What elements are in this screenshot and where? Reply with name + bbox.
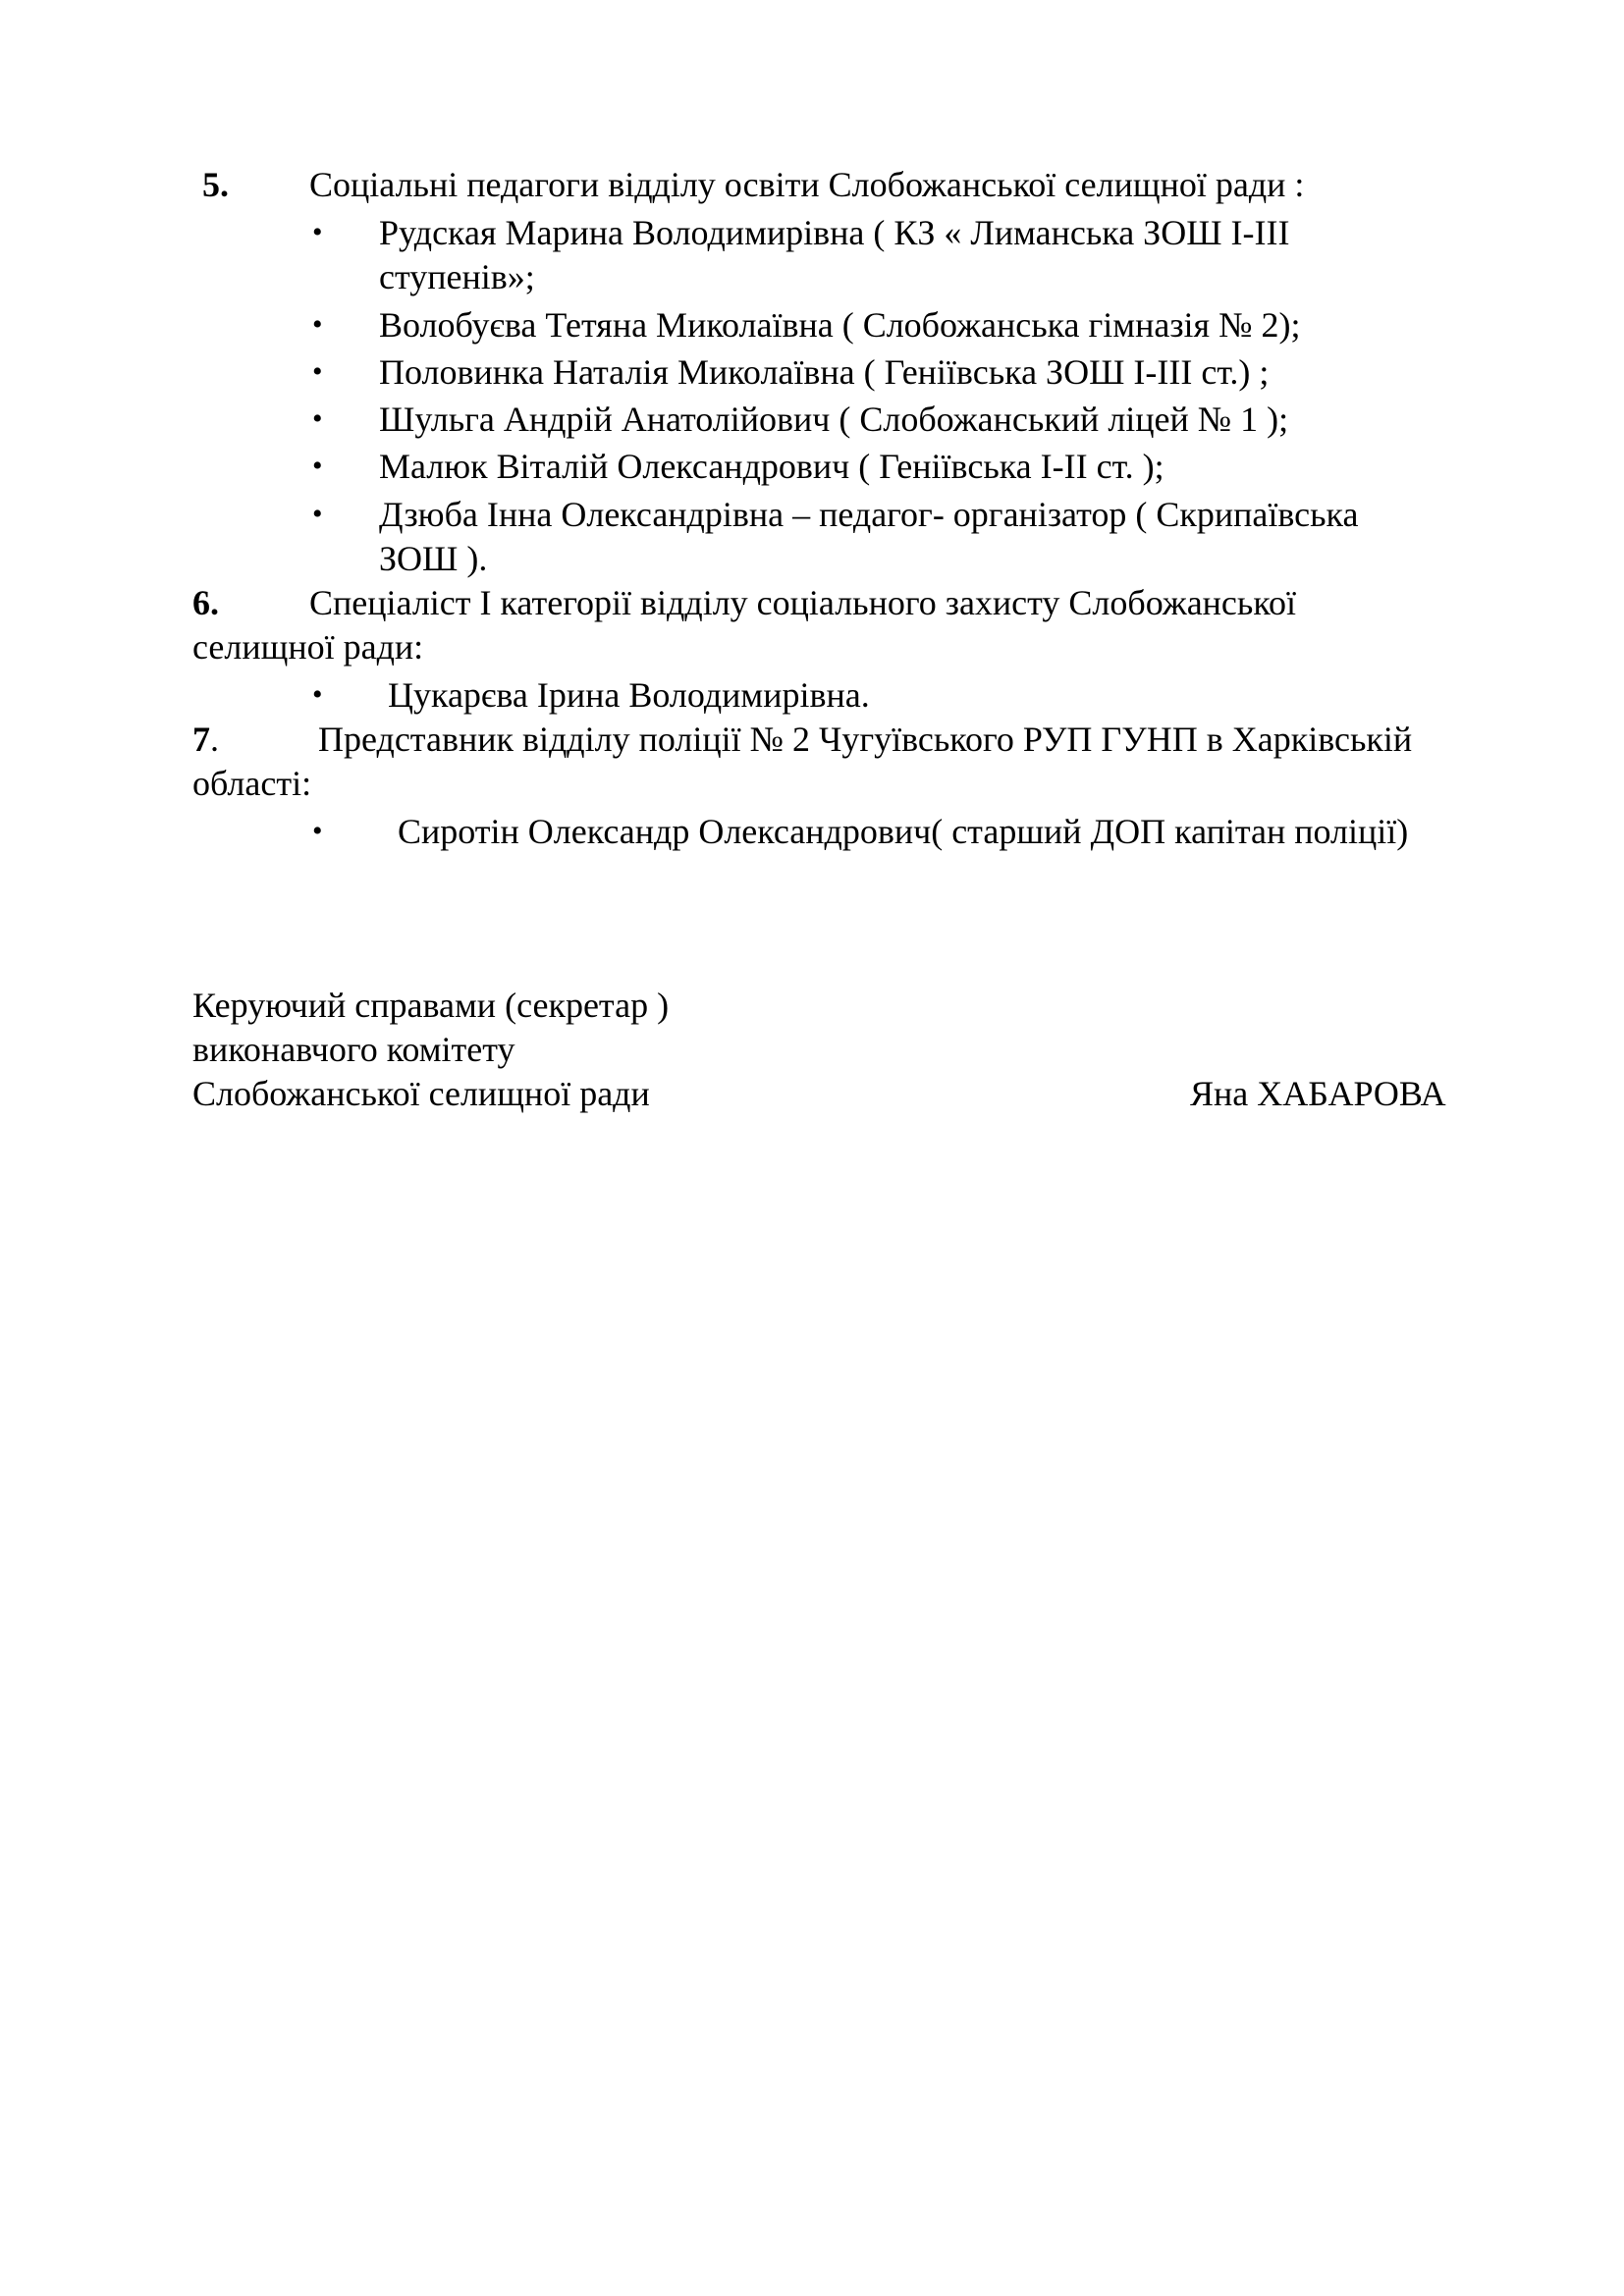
signature-name: Яна ХАБАРОВА	[1190, 1074, 1446, 1113]
section-7-number-suffix: .	[210, 720, 219, 759]
list-item: Сиротін Олександр Олександрович( старший ДОП капітан поліції)	[398, 812, 1409, 851]
section-7-heading: Представник відділу поліції № 2 Чугуївського РУП ГУНП в Харківській	[318, 720, 1413, 759]
section-7-number-wrap	[192, 716, 219, 763]
signature-position-line: Керуючий справами (секретар )	[192, 986, 670, 1025]
section-6-number: 6.	[192, 583, 219, 622]
bullet-icon: •	[312, 815, 323, 847]
section-6-heading: Спеціаліст І категорії відділу соціального захисту Слобожанської	[309, 583, 1296, 622]
list-item: Шульга Андрій Анатолійович ( Слобожанський ліцей № 1 );	[379, 400, 1289, 439]
bullet-icon: •	[312, 308, 323, 341]
list-item-continuation: ступенів»;	[379, 257, 535, 296]
section-6-heading-continuation: селищної ради:	[192, 627, 424, 667]
list-item: Рудская Марина Володимирівна ( КЗ « Лиманська ЗОШ І-ІІІ	[379, 213, 1290, 252]
signature-position-line: виконавчого комітету	[192, 1030, 515, 1069]
bullet-icon: •	[312, 450, 323, 482]
bullet-icon: •	[312, 216, 323, 248]
list-item: Малюк Віталій Олександрович ( Геніївська І-ІІ ст. );	[379, 447, 1164, 486]
list-item: Дзюба Інна Олександрівна – педагог- організатор ( Скрипаївська	[379, 495, 1359, 534]
bullet-icon: •	[312, 402, 323, 435]
list-item: Волобуєва Тетяна Миколаївна ( Слобожанська гімназія № 2);	[379, 305, 1301, 345]
bullet-icon: •	[312, 678, 323, 711]
section-7-number: 7	[192, 720, 210, 759]
list-item: Половинка Наталія Миколаївна ( Геніївська ЗОШ І-ІІІ ст.) ;	[379, 352, 1270, 392]
section-5-heading: Соціальні педагоги відділу освіти Слобожанської селищної ради :	[309, 165, 1305, 204]
bullet-icon: •	[312, 498, 323, 530]
section-7-heading-continuation: області:	[192, 764, 312, 803]
signature-position-line: Слобожанської селищної ради	[192, 1074, 650, 1113]
bullet-icon: •	[312, 355, 323, 388]
section-5-number: 5.	[202, 165, 229, 204]
list-item: Цукарєва Ірина Володимирівна.	[388, 675, 870, 715]
list-item-continuation: ЗОШ ).	[379, 539, 488, 578]
